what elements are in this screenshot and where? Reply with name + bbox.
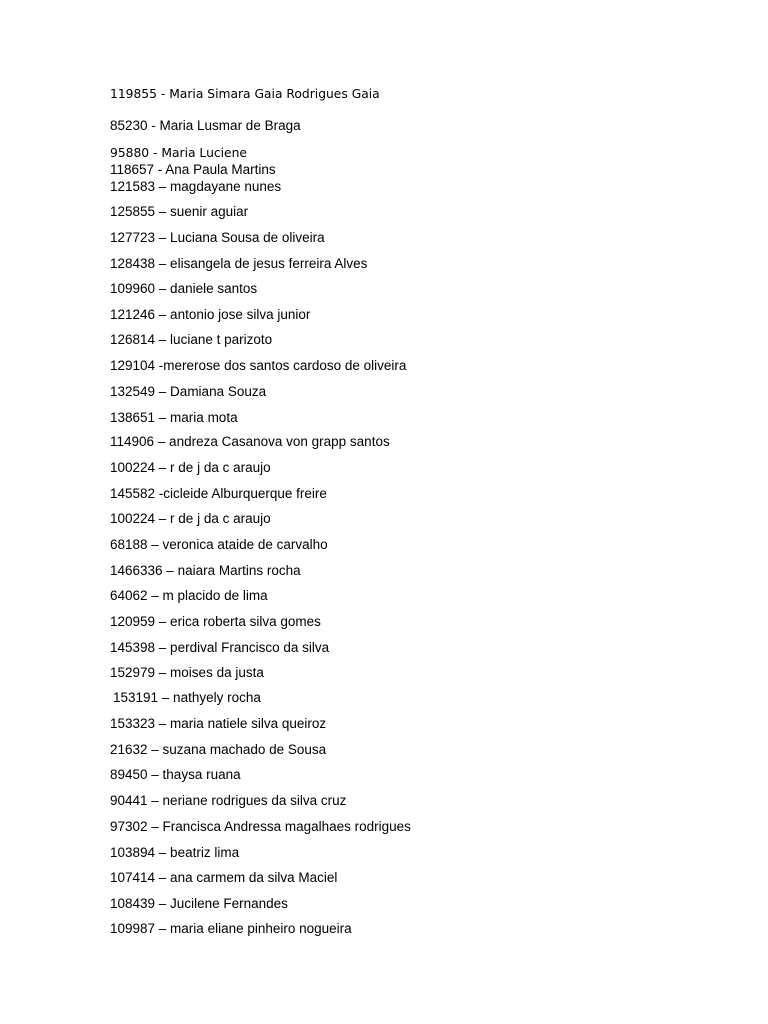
list-item: 114906 – andreza Casanova von grapp santos — [110, 434, 390, 449]
list-item: 109960 – daniele santos — [110, 281, 258, 296]
list-item: 97302 – Francisca Andressa magalhaes rodrigues — [110, 819, 411, 834]
list-item: 89450 – thaysa ruana — [110, 767, 241, 782]
list-item: 125855 – suenir aguiar — [110, 204, 249, 219]
list-item: 145582 -cicleide Alburquerque freire — [110, 486, 327, 501]
list-item: 95880 - Maria Luciene — [110, 146, 247, 160]
list-item: 21632 – suzana machado de Sousa — [110, 742, 327, 757]
list-item: 132549 – Damiana Souza — [110, 384, 267, 399]
list-item: 109987 – maria eliane pinheiro nogueira — [110, 921, 352, 936]
list-item: 120959 – erica roberta silva gomes — [110, 614, 321, 629]
list-item: 118657 - Ana Paula Martins — [110, 162, 276, 177]
list-item: 121583 – magdayane nunes — [110, 179, 282, 194]
list-item: 100224 – r de j da c araujo — [110, 511, 271, 526]
list-item: 107414 – ana carmem da silva Maciel — [110, 870, 338, 885]
list-item: 138651 – maria mota — [110, 410, 238, 425]
list-item: 85230 - Maria Lusmar de Braga — [110, 118, 301, 133]
list-item: 145398 – perdival Francisco da silva — [110, 640, 330, 655]
list-item: 1466336 – naiara Martins rocha — [110, 563, 301, 578]
list-item: 90441 – neriane rodrigues da silva cruz — [110, 793, 347, 808]
list-item: 121246 – antonio jose silva junior — [110, 307, 311, 322]
list-item: 152979 – moises da justa — [110, 665, 264, 680]
list-item: 127723 – Luciana Sousa de oliveira — [110, 230, 325, 245]
list-item: 108439 – Jucilene Fernandes — [110, 896, 288, 911]
list-item: 129104 -mererose dos santos cardoso de oliveira — [110, 358, 407, 373]
list-item: 68188 – veronica ataide de carvalho — [110, 537, 328, 552]
list-item: 119855 - Maria Simara Gaia Rodrigues Gaia — [110, 87, 380, 101]
list-item: 64062 – m placido de lima — [110, 588, 268, 603]
list-item: 128438 – elisangela de jesus ferreira Alves — [110, 256, 368, 271]
list-item: 153191 – nathyely rocha — [113, 690, 261, 705]
list-item: 100224 – r de j da c araujo — [110, 460, 271, 475]
list-item: 153323 – maria natiele silva queiroz — [110, 716, 327, 731]
list-item: 103894 – beatriz lima — [110, 845, 240, 860]
list-item: 126814 – luciane t parizoto — [110, 332, 273, 347]
